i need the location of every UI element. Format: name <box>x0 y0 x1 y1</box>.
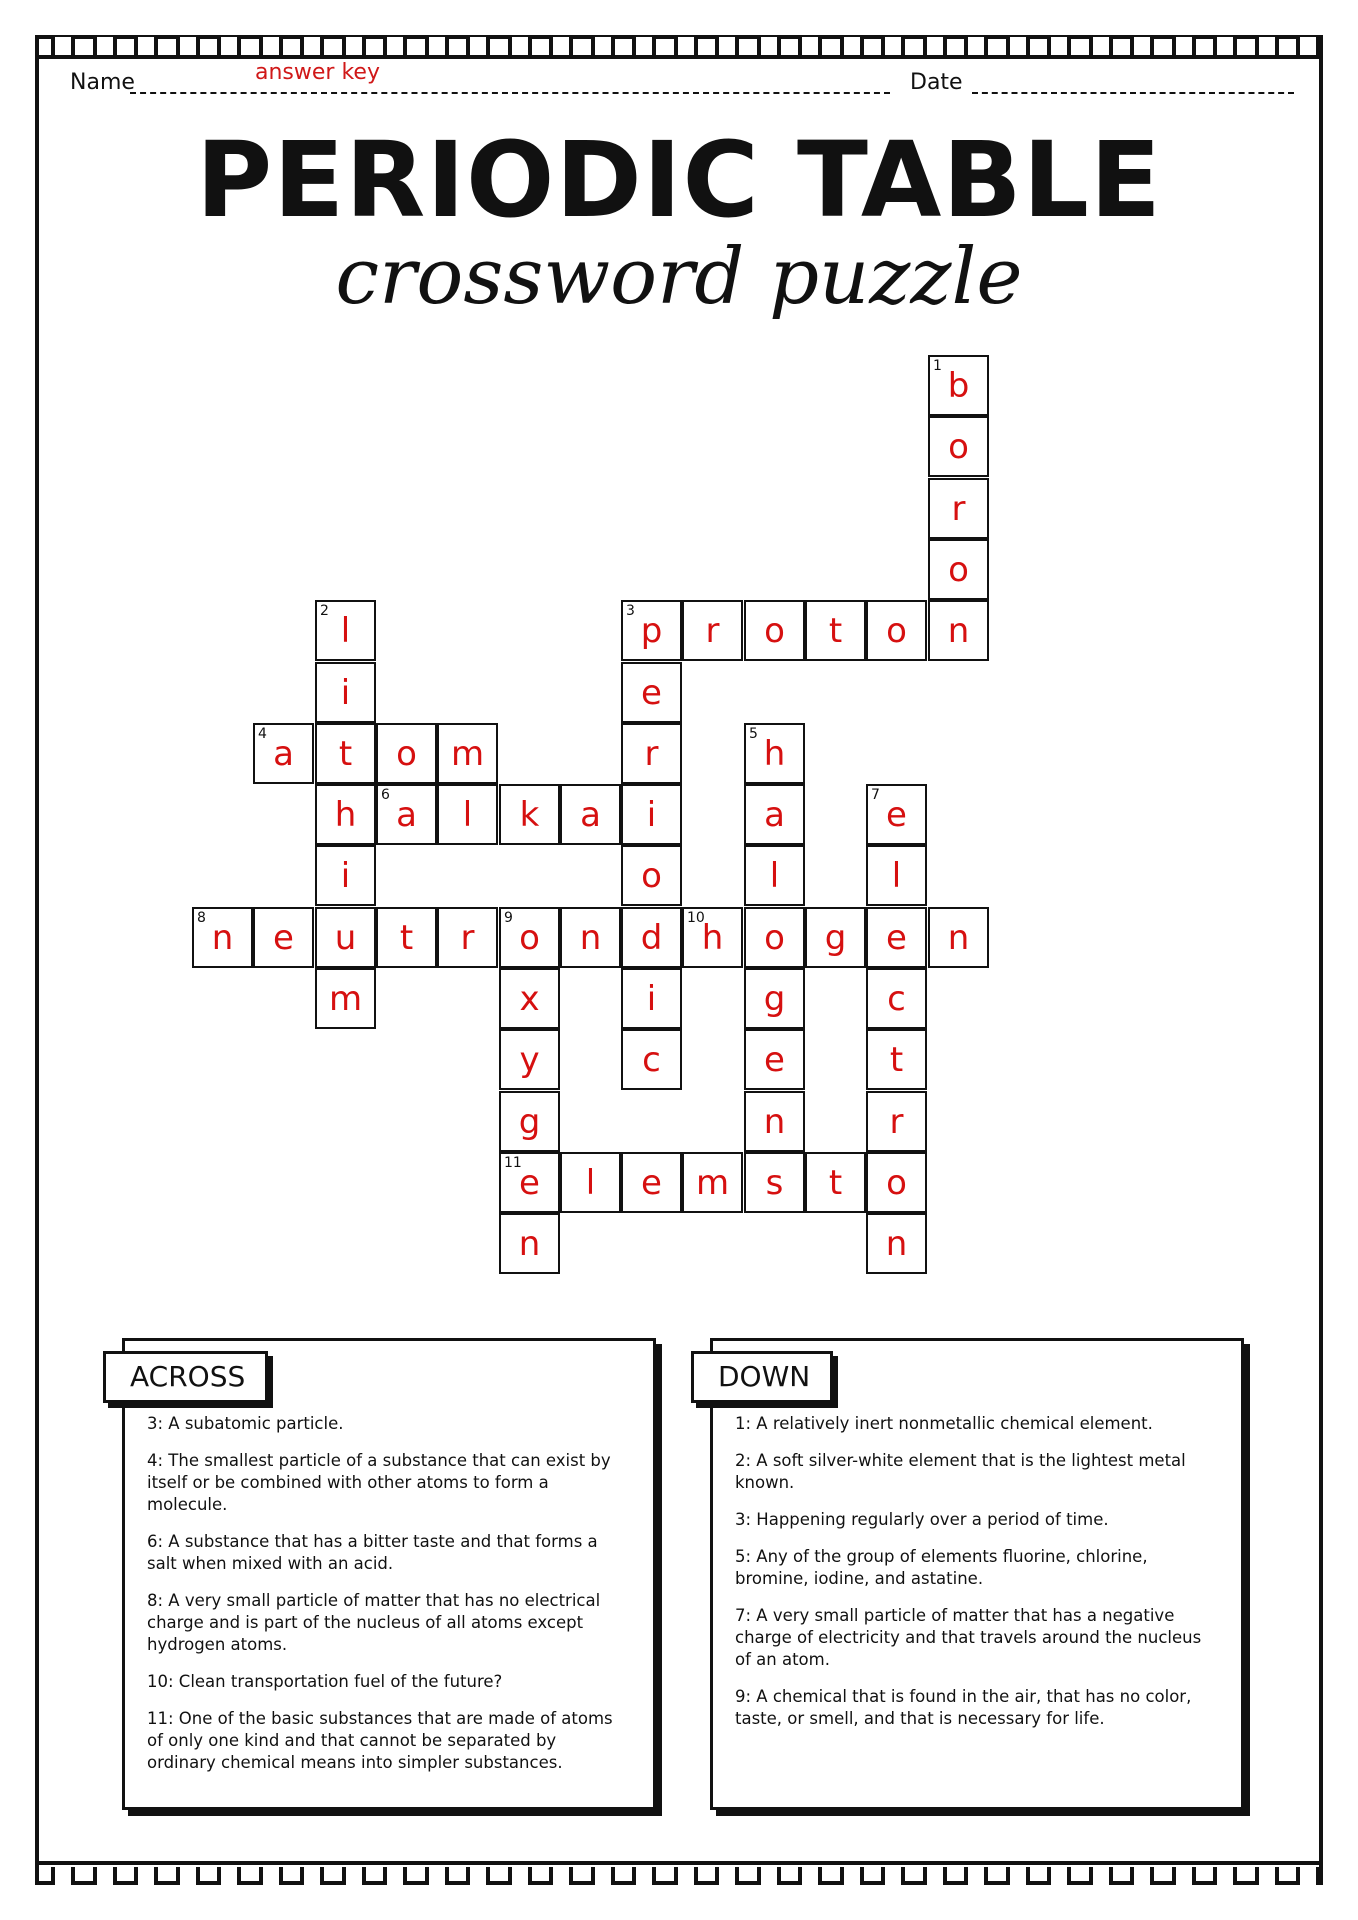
crossword-cell[interactable] <box>928 355 989 416</box>
answer-letter: g <box>518 1101 541 1142</box>
border-notch <box>176 1867 200 1885</box>
border-notch <box>383 1867 407 1885</box>
answer-letter: l <box>585 1162 596 1203</box>
page-title: PERIODIC TABLE <box>196 119 1162 241</box>
crossword-cell[interactable] <box>621 662 682 723</box>
across-clue: 8: A very small particle of matter that has no electrical charge and is part of the nucleus of all atoms except hydrogen atoms. <box>147 1591 601 1654</box>
crossword-cell[interactable] <box>560 907 621 968</box>
border-notch <box>674 1867 698 1885</box>
border-notch <box>1089 1867 1113 1885</box>
crossword-cell[interactable] <box>805 600 866 661</box>
border-notch <box>549 1867 573 1885</box>
answer-letter: n <box>947 917 970 958</box>
crossword-cell[interactable] <box>315 600 376 661</box>
crossword-cell[interactable] <box>499 1029 560 1090</box>
answer-letter: c <box>642 1039 661 1080</box>
crossword-cell[interactable] <box>376 784 437 845</box>
crossword-cell[interactable] <box>682 1152 743 1213</box>
crossword-cell[interactable] <box>682 907 743 968</box>
crossword-cell[interactable] <box>253 907 314 968</box>
crossword-cell[interactable] <box>866 907 927 968</box>
crossword-cell[interactable] <box>376 907 437 968</box>
answer-letter: g <box>763 978 786 1019</box>
answer-letter: m <box>328 978 363 1019</box>
border-notch <box>1006 1867 1030 1885</box>
answer-letter: i <box>340 855 351 896</box>
crossword-cell[interactable] <box>437 784 498 845</box>
answer-letter: t <box>399 917 414 958</box>
answer-letter: r <box>705 610 720 651</box>
crossword-cell[interactable] <box>499 1091 560 1152</box>
clue-number: 1 <box>933 358 942 374</box>
across-clue-box <box>122 1338 656 1810</box>
border-notch <box>632 1867 656 1885</box>
answer-letter: a <box>764 794 785 835</box>
border-notch <box>93 1867 117 1885</box>
crossword-cell[interactable] <box>744 968 805 1029</box>
across-clue: 11: One of the basic substances that are made of atoms of only one kind and that cannot be separated by ordinary chemical means into simpler substances. <box>147 1709 613 1772</box>
crossword-cell[interactable] <box>744 784 805 845</box>
answer-letter: s <box>765 1162 784 1203</box>
clue-number: 9 <box>504 910 513 926</box>
crossword-cell[interactable] <box>866 1091 927 1152</box>
answer-letter: i <box>646 978 657 1019</box>
border-notch <box>1213 1867 1237 1885</box>
answer-letter: r <box>644 733 659 774</box>
answer-letter: e <box>886 794 907 835</box>
answer-letter: l <box>462 794 473 835</box>
answer-letter: h <box>701 917 724 958</box>
answer-letter: e <box>641 672 662 713</box>
answer-letter: m <box>450 733 485 774</box>
crossword-cell[interactable] <box>621 907 682 968</box>
answer-letter: l <box>340 610 351 651</box>
answer-letter: t <box>889 1039 904 1080</box>
down-heading: DOWN <box>691 1351 833 1403</box>
crossword-cell[interactable] <box>315 784 376 845</box>
page-subtitle: crossword puzzle <box>335 232 1023 322</box>
crossword-cell[interactable] <box>253 723 314 784</box>
across-clue: 10: Clean transportation fuel of the future? <box>147 1672 503 1691</box>
answer-letter: e <box>641 1162 662 1203</box>
answer-letter: o <box>948 549 969 590</box>
crossword-cell[interactable] <box>621 723 682 784</box>
crossword-cell[interactable] <box>866 845 927 906</box>
answer-letter: b <box>947 365 970 406</box>
answer-letter: r <box>951 488 966 529</box>
answer-letter: o <box>886 610 907 651</box>
clue-number: 10 <box>687 910 705 926</box>
crossword-cell[interactable] <box>621 600 682 661</box>
answer-letter: n <box>763 1101 786 1142</box>
crossword-cell[interactable] <box>499 784 560 845</box>
down-clue: 9: A chemical that is found in the air, that has no color, taste, or smell, and that is necessary for life. <box>735 1687 1192 1728</box>
across-clue-list <box>147 1413 623 1789</box>
bottom-border-strip <box>35 1861 1323 1885</box>
border-notch <box>923 1867 947 1885</box>
crossword-cell[interactable] <box>560 1152 621 1213</box>
answer-letter: i <box>646 794 657 835</box>
border-notch <box>342 1867 366 1885</box>
clue-number: 8 <box>197 910 206 926</box>
answer-letter: o <box>641 855 662 896</box>
border-notch <box>881 1867 905 1885</box>
answer-letter: l <box>891 855 902 896</box>
crossword-cell[interactable] <box>621 1029 682 1090</box>
answer-letter: l <box>769 855 780 896</box>
crossword-cell[interactable] <box>928 600 989 661</box>
crossword-cell[interactable] <box>315 968 376 1029</box>
answer-letter: o <box>519 917 540 958</box>
answer-letter: h <box>763 733 786 774</box>
across-clue: 4: The smallest particle of a substance that can exist by itself or be combined with other atoms to form a molecule. <box>147 1451 611 1514</box>
crossword-cell[interactable] <box>315 907 376 968</box>
crossword-cell[interactable] <box>928 539 989 600</box>
answer-letter: n <box>518 1223 541 1264</box>
answer-letter: e <box>886 917 907 958</box>
crossword-cell[interactable] <box>437 723 498 784</box>
crossword-cell[interactable] <box>621 1152 682 1213</box>
crossword-cell[interactable] <box>805 1152 866 1213</box>
crossword-cell[interactable] <box>315 662 376 723</box>
answer-letter: u <box>334 917 357 958</box>
border-notch <box>466 1867 490 1885</box>
crossword-cell[interactable] <box>744 845 805 906</box>
clue-number: 5 <box>749 726 758 742</box>
border-notch <box>1130 1867 1154 1885</box>
border-notch <box>840 1867 864 1885</box>
answer-letter: a <box>273 733 294 774</box>
crossword-cell[interactable] <box>499 1213 560 1274</box>
crossword-cell[interactable] <box>928 478 989 539</box>
crossword-cell[interactable] <box>866 600 927 661</box>
crossword-cell[interactable] <box>376 723 437 784</box>
answer-letter: o <box>764 917 785 958</box>
crossword-cell[interactable] <box>499 907 560 968</box>
crossword-cell[interactable] <box>866 784 927 845</box>
clue-number: 2 <box>320 603 329 619</box>
border-notch <box>51 1867 75 1885</box>
across-clue: 3: A subatomic particle. <box>147 1414 344 1433</box>
down-clue-list <box>735 1413 1211 1745</box>
clue-number: 3 <box>626 603 635 619</box>
crossword-cell[interactable] <box>805 907 866 968</box>
border-notch <box>1172 1867 1196 1885</box>
answer-letter: t <box>828 1162 843 1203</box>
answer-letter: g <box>824 917 847 958</box>
border-notch <box>1296 1867 1320 1885</box>
crossword-cell[interactable] <box>928 907 989 968</box>
answer-letter: x <box>519 978 540 1019</box>
answer-letter: y <box>519 1039 540 1080</box>
answer-letter: o <box>886 1162 907 1203</box>
crossword-cell[interactable] <box>744 1091 805 1152</box>
clue-number: 11 <box>504 1155 522 1171</box>
crossword-cell[interactable] <box>866 968 927 1029</box>
down-clue: 3: Happening regularly over a period of time. <box>735 1510 1109 1529</box>
answer-letter: n <box>579 917 602 958</box>
crossword-cell[interactable] <box>744 1152 805 1213</box>
answer-letter: n <box>885 1223 908 1264</box>
border-notch <box>591 1867 615 1885</box>
crossword-cell[interactable] <box>499 1152 560 1213</box>
crossword-cell[interactable] <box>560 784 621 845</box>
answer-letter: n <box>947 610 970 651</box>
down-clue: 5: Any of the group of elements fluorine, chlorine, bromine, iodine, and astatine. <box>735 1547 1148 1588</box>
border-notch <box>217 1867 241 1885</box>
border-notch <box>964 1867 988 1885</box>
answer-letter: k <box>519 794 540 835</box>
down-clue: 7: A very small particle of matter that has a negative charge of electricity and that travels around the nucleus of an atom. <box>735 1606 1202 1669</box>
border-notch <box>798 1867 822 1885</box>
across-heading: ACROSS <box>103 1351 268 1403</box>
crossword-cell[interactable] <box>744 723 805 784</box>
crossword-cell[interactable] <box>315 723 376 784</box>
crossword-cell[interactable] <box>437 907 498 968</box>
answer-letter: d <box>640 917 663 958</box>
answer-letter: m <box>695 1162 730 1203</box>
crossword-cell[interactable] <box>866 1029 927 1090</box>
answer-letter: o <box>764 610 785 651</box>
border-notch <box>134 1867 158 1885</box>
crossword-cell[interactable] <box>621 784 682 845</box>
answer-letter: t <box>828 610 843 651</box>
answer-letter: p <box>640 610 663 651</box>
name-label: Name <box>70 70 135 95</box>
answer-letter: r <box>460 917 475 958</box>
crossword-cell[interactable] <box>499 968 560 1029</box>
crossword-cell[interactable] <box>928 416 989 477</box>
crossword-cell[interactable] <box>744 1029 805 1090</box>
border-notch <box>300 1867 324 1885</box>
crossword-cell[interactable] <box>682 600 743 661</box>
answer-letter: e <box>273 917 294 958</box>
across-clue: 6: A substance that has a bitter taste and that forms a salt when mixed with an acid. <box>147 1532 598 1573</box>
crossword-cell[interactable] <box>866 1213 927 1274</box>
crossword-cell[interactable] <box>621 968 682 1029</box>
clue-number: 6 <box>381 787 390 803</box>
crossword-cell[interactable] <box>315 845 376 906</box>
border-notch <box>259 1867 283 1885</box>
answer-letter: e <box>764 1039 785 1080</box>
clue-number: 7 <box>871 787 880 803</box>
answer-letter: h <box>334 794 357 835</box>
crossword-cell[interactable] <box>192 907 253 968</box>
crossword-cell[interactable] <box>866 1152 927 1213</box>
down-clue: 1: A relatively inert nonmetallic chemical element. <box>735 1414 1153 1433</box>
clue-number: 4 <box>258 726 267 742</box>
answer-letter: o <box>948 426 969 467</box>
answer-letter: i <box>340 672 351 713</box>
border-notch <box>757 1867 781 1885</box>
border-notch <box>508 1867 532 1885</box>
date-label: Date <box>910 70 963 95</box>
border-notch <box>425 1867 449 1885</box>
answer-letter: n <box>211 917 234 958</box>
answer-letter: a <box>396 794 417 835</box>
answer-letter: r <box>889 1101 904 1142</box>
down-clue-box <box>710 1338 1244 1810</box>
answer-letter: c <box>887 978 906 1019</box>
answer-letter: e <box>519 1162 540 1203</box>
down-clue: 2: A soft silver-white element that is the lightest metal known. <box>735 1451 1186 1492</box>
name-value: answer key <box>255 60 380 85</box>
crossword-cell[interactable] <box>744 600 805 661</box>
border-notch <box>1255 1867 1279 1885</box>
crossword-cell[interactable] <box>621 845 682 906</box>
border-notch <box>1047 1867 1071 1885</box>
crossword-cell[interactable] <box>744 907 805 968</box>
answer-letter: o <box>396 733 417 774</box>
border-notch <box>715 1867 739 1885</box>
answer-letter: a <box>580 794 601 835</box>
answer-letter: t <box>338 733 353 774</box>
